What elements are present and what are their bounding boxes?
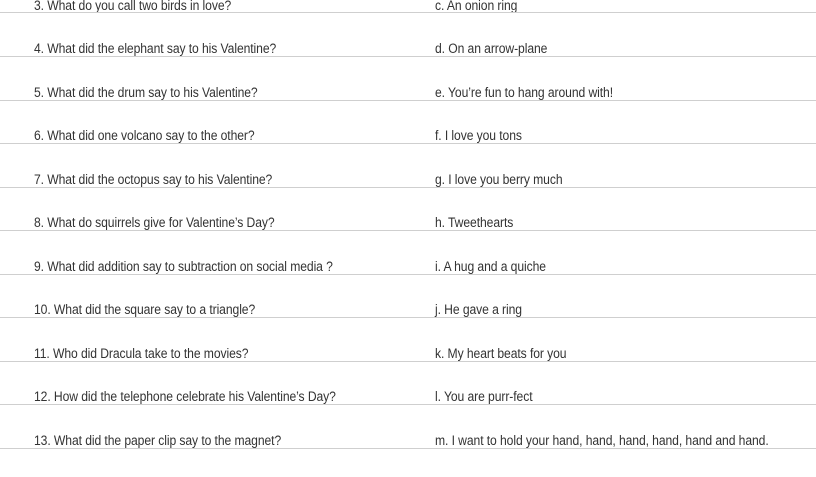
riddle-question: 7. What did the octopus say to his Valentine? xyxy=(34,172,273,187)
riddle-row xyxy=(0,433,816,477)
riddle-row xyxy=(0,389,816,433)
riddle-question: 6. What did one volcano say to the other? xyxy=(34,128,255,143)
riddle-answer: j. He gave a ring xyxy=(435,302,522,317)
riddle-question: 8. What do squirrels give for Valentine’s Day? xyxy=(34,215,275,230)
answer-line xyxy=(0,404,816,405)
riddle-row xyxy=(0,85,816,129)
riddle-answer: d. On an arrow-plane xyxy=(435,41,548,56)
answer-line xyxy=(0,317,816,318)
answer-line xyxy=(0,12,816,13)
riddle-question: 10. What did the square say to a triangle? xyxy=(34,302,256,317)
answer-line xyxy=(0,187,816,188)
riddle-answer: e. You’re fun to hang around with! xyxy=(435,85,613,100)
riddle-answer: g. I love you berry much xyxy=(435,172,563,187)
riddle-question: 5. What did the drum say to his Valentine? xyxy=(34,85,258,100)
answer-line xyxy=(0,230,816,231)
riddle-answer: m. I want to hold your hand, hand, hand, hand, hand and hand. xyxy=(435,433,769,448)
riddle-row xyxy=(0,215,816,259)
answer-line xyxy=(0,448,816,449)
riddle-question: 9. What did addition say to subtraction on social media ? xyxy=(34,259,333,274)
answer-line xyxy=(0,274,816,275)
riddle-answer: i. A hug and a quiche xyxy=(435,259,546,274)
riddle-row xyxy=(0,41,816,85)
riddle-answer: k. My heart beats for you xyxy=(435,346,567,361)
answer-line xyxy=(0,361,816,362)
answer-line xyxy=(0,100,816,101)
riddle-row xyxy=(0,302,816,346)
riddle-question: 13. What did the paper clip say to the magnet? xyxy=(34,433,282,448)
riddle-row xyxy=(0,259,816,303)
riddle-row xyxy=(0,0,816,42)
riddle-answer: f. I love you tons xyxy=(435,128,522,143)
riddle-question: 3. What do you call two birds in love? xyxy=(34,0,232,13)
riddle-row xyxy=(0,346,816,390)
riddle-answer: h. Tweethearts xyxy=(435,215,514,230)
riddle-row xyxy=(0,128,816,172)
riddle-answer: l. You are purr-fect xyxy=(435,389,533,404)
riddle-question: 4. What did the elephant say to his Valentine? xyxy=(34,41,277,56)
riddle-answer: c. An onion ring xyxy=(435,0,518,13)
answer-line xyxy=(0,143,816,144)
riddle-row xyxy=(0,172,816,216)
riddle-question: 12. How did the telephone celebrate his Valentine’s Day? xyxy=(34,389,336,404)
riddle-question: 11. Who did Dracula take to the movies? xyxy=(34,346,249,361)
answer-line xyxy=(0,56,816,57)
